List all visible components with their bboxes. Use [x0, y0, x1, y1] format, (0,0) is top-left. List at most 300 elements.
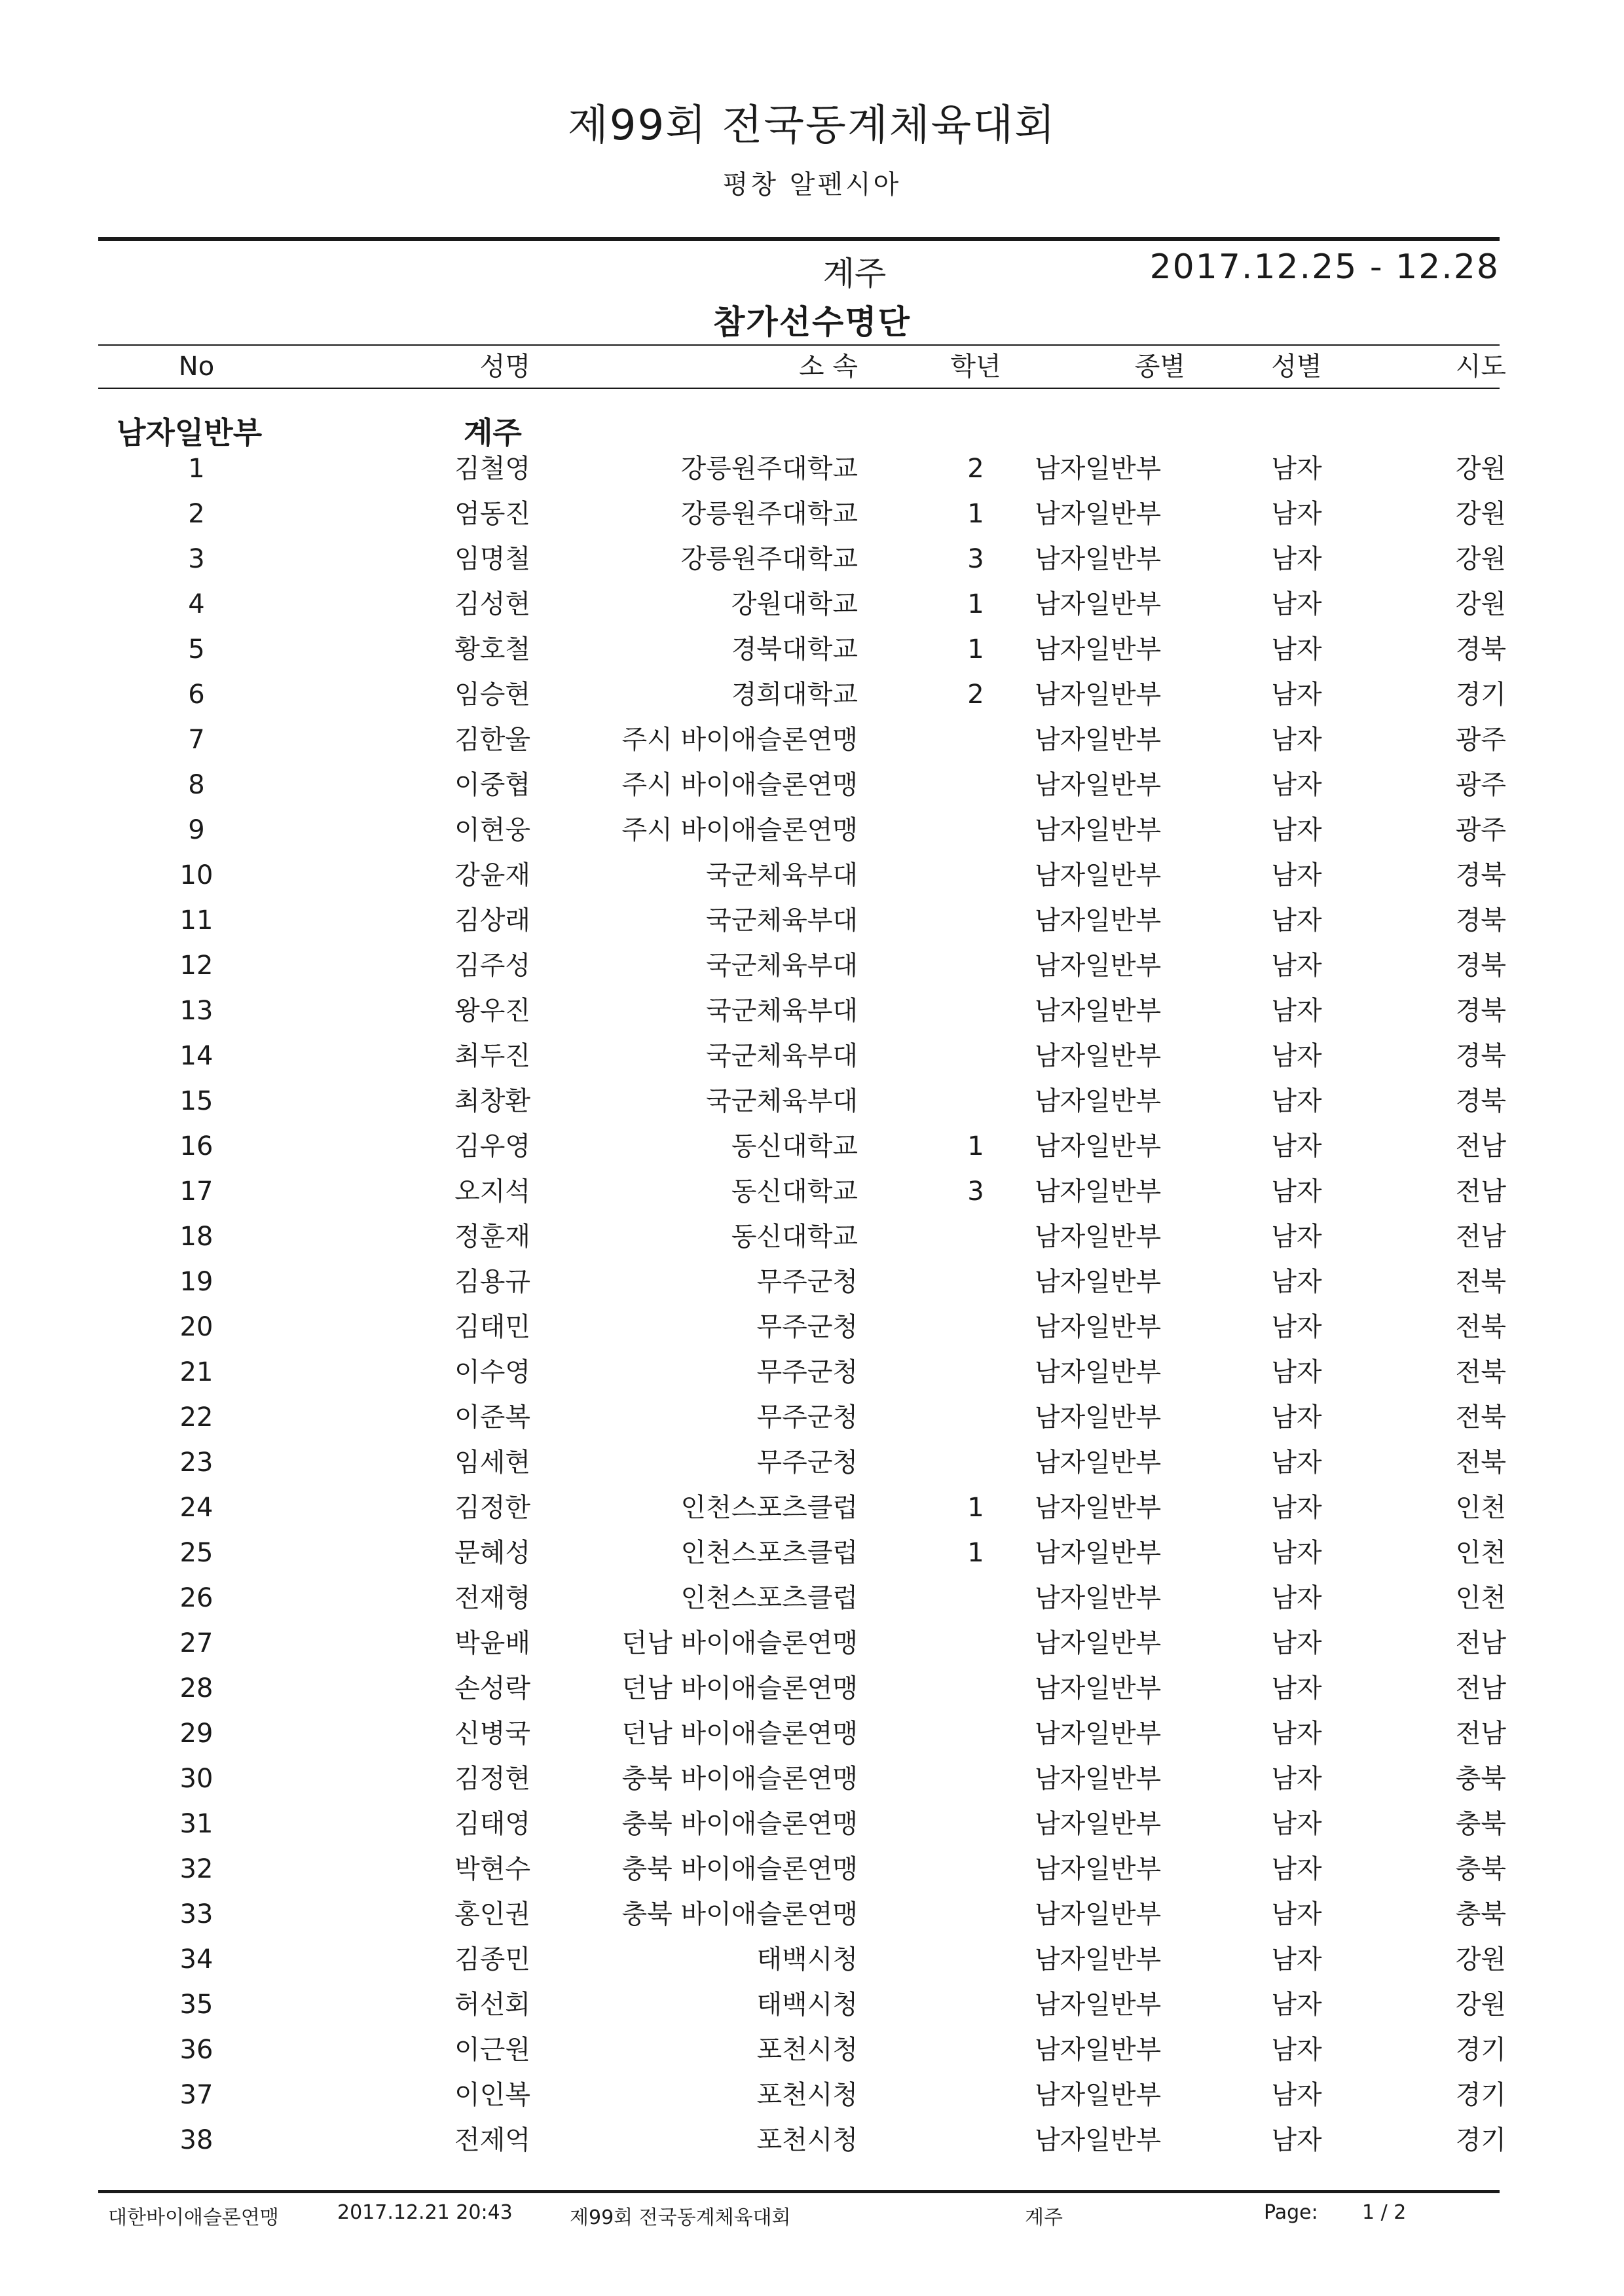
table-row — [0, 1034, 1624, 1079]
row-name: 왕우진 — [454, 996, 530, 1026]
row-no: 26 — [179, 1583, 213, 1613]
row-affiliation: 주시 바이애슬론연맹 — [621, 770, 858, 800]
row-event: 남자일반부 — [1035, 1041, 1162, 1071]
row-no: 18 — [179, 1222, 213, 1252]
row-name: 김상래 — [454, 905, 530, 936]
row-gender: 남자 — [1271, 860, 1322, 890]
row-event: 남자일반부 — [1035, 725, 1162, 755]
row-grade: 2 — [967, 454, 984, 484]
column-header-gender: 성별 — [1271, 352, 1322, 382]
row-event: 남자일반부 — [1035, 1267, 1162, 1297]
row-region: 강원 — [1455, 499, 1506, 529]
row-grade: 2 — [967, 680, 984, 710]
footer-page-label: Page: — [1264, 2201, 1318, 2224]
row-gender: 남자 — [1271, 1493, 1322, 1523]
table-row — [0, 763, 1624, 808]
row-event: 남자일반부 — [1035, 770, 1162, 800]
footer-organization: 대한바이애슬론연맹 — [108, 2206, 279, 2229]
column-header-grade: 학년 — [950, 352, 1001, 382]
row-affiliation: 국군체육부대 — [706, 905, 858, 936]
row-affiliation: 무주군청 — [756, 1357, 858, 1387]
row-no: 7 — [188, 725, 205, 755]
column-header-event: 종별 — [1134, 352, 1185, 382]
row-event: 남자일반부 — [1035, 1448, 1162, 1478]
row-affiliation: 무주군청 — [756, 1267, 858, 1297]
table-row — [0, 1982, 1624, 2028]
row-event: 남자일반부 — [1035, 1673, 1162, 1704]
row-affiliation: 강릉원주대학교 — [680, 499, 858, 529]
row-event: 남자일반부 — [1035, 1854, 1162, 1884]
row-grade: 3 — [967, 544, 984, 574]
row-region: 광주 — [1455, 725, 1506, 755]
row-affiliation: 동신대학교 — [731, 1176, 858, 1207]
row-no: 13 — [179, 996, 213, 1026]
row-affiliation: 무주군청 — [756, 1448, 858, 1478]
row-name: 전재형 — [454, 1583, 530, 1613]
table-row — [0, 1485, 1624, 1531]
team-label: 계주 — [822, 255, 887, 293]
row-name: 김성현 — [454, 589, 530, 619]
column-header-name: 성명 — [479, 352, 530, 382]
row-affiliation: 인천스포츠클럽 — [680, 1538, 858, 1568]
row-event: 남자일반부 — [1035, 1176, 1162, 1207]
row-gender: 남자 — [1271, 1131, 1322, 1161]
row-gender: 남자 — [1271, 2125, 1322, 2155]
row-name: 김정한 — [454, 1493, 530, 1523]
row-region: 경북 — [1455, 1041, 1506, 1071]
row-event: 남자일반부 — [1035, 1990, 1162, 2020]
row-no: 30 — [179, 1764, 213, 1794]
table-row — [0, 2073, 1624, 2118]
row-gender: 남자 — [1271, 1538, 1322, 1568]
row-region: 전남 — [1455, 1131, 1506, 1161]
row-gender: 남자 — [1271, 680, 1322, 710]
row-no: 37 — [179, 2080, 213, 2110]
column-header-no: No — [178, 352, 215, 382]
row-event: 남자일반부 — [1035, 1628, 1162, 1658]
table-row — [0, 1214, 1624, 1260]
row-event: 남자일반부 — [1035, 1764, 1162, 1794]
row-region: 전북 — [1455, 1267, 1506, 1297]
row-gender: 남자 — [1271, 1990, 1322, 2020]
row-region: 전북 — [1455, 1357, 1506, 1387]
column-header-affiliation: 소 속 — [799, 352, 858, 382]
row-region: 경북 — [1455, 1086, 1506, 1116]
row-grade: 1 — [967, 634, 984, 665]
row-event: 남자일반부 — [1035, 2035, 1162, 2065]
row-affiliation: 충북 바이애슬론연맹 — [621, 1809, 858, 1839]
row-gender: 남자 — [1271, 1448, 1322, 1478]
row-name: 이근원 — [454, 2035, 530, 2065]
row-no: 24 — [179, 1493, 213, 1523]
row-gender: 남자 — [1271, 1899, 1322, 1929]
row-affiliation: 태백시청 — [756, 1944, 858, 1975]
row-region: 인천 — [1455, 1538, 1506, 1568]
row-affiliation: 인천스포츠클럽 — [680, 1493, 858, 1523]
row-gender: 남자 — [1271, 1854, 1322, 1884]
row-region: 경북 — [1455, 634, 1506, 665]
row-no: 4 — [188, 589, 205, 619]
row-event: 남자일반부 — [1035, 1402, 1162, 1432]
table-row — [0, 808, 1624, 853]
table-row — [0, 853, 1624, 898]
row-affiliation: 동신대학교 — [731, 1222, 858, 1252]
row-name: 박현수 — [454, 1854, 530, 1884]
row-event: 남자일반부 — [1035, 2125, 1162, 2155]
row-affiliation: 주시 바이애슬론연맹 — [621, 815, 858, 845]
row-grade: 3 — [967, 1176, 984, 1207]
row-name: 신병국 — [454, 1719, 530, 1749]
row-affiliation: 국군체육부대 — [706, 1041, 858, 1071]
row-region: 강원 — [1455, 1990, 1506, 2020]
footer-divider — [98, 2190, 1500, 2193]
row-name: 김용규 — [454, 1267, 530, 1297]
row-no: 2 — [188, 499, 205, 529]
row-region: 경북 — [1455, 860, 1506, 890]
table-row — [0, 1711, 1624, 1757]
row-region: 경북 — [1455, 951, 1506, 981]
column-header-top-rule — [98, 344, 1500, 346]
row-region: 인천 — [1455, 1583, 1506, 1613]
table-row — [0, 1395, 1624, 1440]
row-gender: 남자 — [1271, 634, 1322, 665]
row-affiliation: 경희대학교 — [731, 680, 858, 710]
row-event: 남자일반부 — [1035, 589, 1162, 619]
table-row — [0, 1892, 1624, 1937]
row-name: 강윤재 — [454, 860, 530, 890]
row-gender: 남자 — [1271, 1944, 1322, 1975]
row-name: 황호철 — [454, 634, 530, 665]
row-affiliation: 충북 바이애슬론연맹 — [621, 1899, 858, 1929]
row-name: 이준복 — [454, 1402, 530, 1432]
roster-title: 참가선수명단 — [713, 303, 911, 341]
row-grade: 1 — [967, 1131, 984, 1161]
row-event: 남자일반부 — [1035, 499, 1162, 529]
table-row — [0, 1260, 1624, 1305]
row-no: 32 — [179, 1854, 213, 1884]
row-region: 경기 — [1455, 2125, 1506, 2155]
row-affiliation: 국군체육부대 — [706, 996, 858, 1026]
row-region: 경북 — [1455, 996, 1506, 1026]
row-gender: 남자 — [1271, 589, 1322, 619]
row-region: 강원 — [1455, 454, 1506, 484]
table-row — [0, 1666, 1624, 1711]
row-affiliation: 태백시청 — [756, 1990, 858, 2020]
row-no: 25 — [179, 1538, 213, 1568]
row-grade: 1 — [967, 499, 984, 529]
row-no: 34 — [179, 1944, 213, 1975]
row-event: 남자일반부 — [1035, 1899, 1162, 1929]
row-event: 남자일반부 — [1035, 860, 1162, 890]
row-event: 남자일반부 — [1035, 1131, 1162, 1161]
footer-printed-time: 2017.12.21 20:43 — [337, 2201, 513, 2224]
row-affiliation: 던남 바이애슬론연맹 — [621, 1719, 858, 1749]
row-name: 임세현 — [454, 1448, 530, 1478]
row-region: 광주 — [1455, 815, 1506, 845]
row-name: 김우영 — [454, 1131, 530, 1161]
row-no: 1 — [188, 454, 205, 484]
row-name: 이현웅 — [454, 815, 530, 845]
row-region: 전북 — [1455, 1312, 1506, 1342]
row-region: 전북 — [1455, 1402, 1506, 1432]
row-affiliation: 국군체육부대 — [706, 1086, 858, 1116]
row-no: 38 — [179, 2125, 213, 2155]
row-region: 강원 — [1455, 589, 1506, 619]
venue-name: 평창 알펜시아 — [722, 170, 902, 200]
row-event: 남자일반부 — [1035, 815, 1162, 845]
row-affiliation: 국군체육부대 — [706, 860, 858, 890]
row-event: 남자일반부 — [1035, 454, 1162, 484]
row-event: 남자일반부 — [1035, 2080, 1162, 2110]
row-name: 임승현 — [454, 680, 530, 710]
row-region: 충북 — [1455, 1764, 1506, 1794]
row-no: 12 — [179, 951, 213, 981]
footer-event-name: 제99회 전국동계체육대회 — [570, 2206, 791, 2229]
row-event: 남자일반부 — [1035, 1538, 1162, 1568]
table-row — [0, 1350, 1624, 1395]
row-event: 남자일반부 — [1035, 1719, 1162, 1749]
row-affiliation: 인천스포츠클럽 — [680, 1583, 858, 1613]
roster-table — [0, 446, 1624, 2163]
table-row — [0, 989, 1624, 1034]
row-name: 문혜성 — [454, 1538, 530, 1568]
table-row — [0, 492, 1624, 537]
row-gender: 남자 — [1271, 815, 1322, 845]
row-event: 남자일반부 — [1035, 680, 1162, 710]
row-no: 28 — [179, 1673, 213, 1704]
row-gender: 남자 — [1271, 905, 1322, 936]
table-row — [0, 1757, 1624, 1802]
row-no: 29 — [179, 1719, 213, 1749]
table-row — [0, 943, 1624, 989]
row-event: 남자일반부 — [1035, 544, 1162, 574]
row-no: 15 — [179, 1086, 213, 1116]
row-name: 홍인권 — [454, 1899, 530, 1929]
row-affiliation: 무주군청 — [756, 1312, 858, 1342]
row-event: 남자일반부 — [1035, 1944, 1162, 1975]
row-no: 6 — [188, 680, 205, 710]
row-name: 손성락 — [454, 1673, 530, 1704]
row-region: 전남 — [1455, 1673, 1506, 1704]
table-row — [0, 1847, 1624, 1892]
row-gender: 남자 — [1271, 951, 1322, 981]
row-region: 경북 — [1455, 905, 1506, 936]
row-no: 11 — [179, 905, 213, 936]
row-gender: 남자 — [1271, 770, 1322, 800]
row-name: 정훈재 — [454, 1222, 530, 1252]
table-row — [0, 446, 1624, 492]
table-row — [0, 1124, 1624, 1169]
row-grade: 1 — [967, 1493, 984, 1523]
table-row — [0, 718, 1624, 763]
row-no: 16 — [179, 1131, 213, 1161]
row-region: 인천 — [1455, 1493, 1506, 1523]
row-region: 경기 — [1455, 2035, 1506, 2065]
row-affiliation: 포천시청 — [756, 2080, 858, 2110]
row-gender: 남자 — [1271, 544, 1322, 574]
row-name: 임명철 — [454, 544, 530, 574]
row-name: 최창환 — [454, 1086, 530, 1116]
row-gender: 남자 — [1271, 1809, 1322, 1839]
row-event: 남자일반부 — [1035, 1583, 1162, 1613]
row-gender: 남자 — [1271, 1357, 1322, 1387]
row-no: 14 — [179, 1041, 213, 1071]
row-region: 전남 — [1455, 1222, 1506, 1252]
row-no: 31 — [179, 1809, 213, 1839]
row-affiliation: 동신대학교 — [731, 1131, 858, 1161]
row-gender: 남자 — [1271, 1583, 1322, 1613]
row-no: 21 — [179, 1357, 213, 1387]
row-no: 19 — [179, 1267, 213, 1297]
row-gender: 남자 — [1271, 1267, 1322, 1297]
row-region: 전남 — [1455, 1628, 1506, 1658]
table-row — [0, 898, 1624, 943]
row-gender: 남자 — [1271, 1222, 1322, 1252]
row-region: 충북 — [1455, 1899, 1506, 1929]
row-no: 10 — [179, 860, 213, 890]
row-name: 오지석 — [454, 1176, 530, 1207]
row-affiliation: 던남 바이애슬론연맹 — [621, 1673, 858, 1704]
row-region: 강원 — [1455, 544, 1506, 574]
row-no: 27 — [179, 1628, 213, 1658]
row-affiliation: 포천시청 — [756, 2125, 858, 2155]
row-name: 김태민 — [454, 1312, 530, 1342]
row-name: 김정현 — [454, 1764, 530, 1794]
row-gender: 남자 — [1271, 1312, 1322, 1342]
table-row — [0, 1169, 1624, 1214]
table-row — [0, 672, 1624, 718]
document-title: 제99회 전국동계체육대회 — [567, 101, 1057, 150]
row-name: 박윤배 — [454, 1628, 530, 1658]
row-event: 남자일반부 — [1035, 1493, 1162, 1523]
row-affiliation: 충북 바이애슬론연맹 — [621, 1764, 858, 1794]
row-no: 5 — [188, 634, 205, 665]
row-affiliation: 충북 바이애슬론연맹 — [621, 1854, 858, 1884]
row-name: 이중협 — [454, 770, 530, 800]
row-affiliation: 강릉원주대학교 — [680, 454, 858, 484]
column-header-region: 시도 — [1455, 352, 1506, 382]
row-name: 김주성 — [454, 951, 530, 981]
row-region: 전북 — [1455, 1448, 1506, 1478]
row-affiliation: 경북대학교 — [731, 634, 858, 665]
row-name: 김태영 — [454, 1809, 530, 1839]
row-region: 경기 — [1455, 680, 1506, 710]
row-gender: 남자 — [1271, 1176, 1322, 1207]
row-no: 33 — [179, 1899, 213, 1929]
table-row — [0, 1937, 1624, 1982]
row-name: 김한울 — [454, 725, 530, 755]
row-name: 최두진 — [454, 1041, 530, 1071]
row-event: 남자일반부 — [1035, 1809, 1162, 1839]
row-gender: 남자 — [1271, 1628, 1322, 1658]
row-gender: 남자 — [1271, 454, 1322, 484]
row-no: 20 — [179, 1312, 213, 1342]
row-no: 23 — [179, 1448, 213, 1478]
row-region: 강원 — [1455, 1944, 1506, 1975]
row-region: 충북 — [1455, 1809, 1506, 1839]
row-gender: 남자 — [1271, 1673, 1322, 1704]
row-name: 김철영 — [454, 454, 530, 484]
row-event: 남자일반부 — [1035, 1086, 1162, 1116]
column-header-bottom-rule — [98, 388, 1500, 389]
row-gender: 남자 — [1271, 996, 1322, 1026]
row-region: 전남 — [1455, 1719, 1506, 1749]
row-no: 22 — [179, 1402, 213, 1432]
row-name: 이인복 — [454, 2080, 530, 2110]
group-team: 계주 — [464, 415, 522, 450]
row-gender: 남자 — [1271, 1041, 1322, 1071]
row-affiliation: 강릉원주대학교 — [680, 544, 858, 574]
table-row — [0, 582, 1624, 627]
row-name: 김종민 — [454, 1944, 530, 1975]
row-affiliation: 강원대학교 — [731, 589, 858, 619]
table-row — [0, 1079, 1624, 1124]
footer-page-value: 1 / 2 — [1362, 2201, 1407, 2224]
header-divider — [98, 237, 1500, 241]
row-affiliation: 던남 바이애슬론연맹 — [621, 1628, 858, 1658]
table-row — [0, 537, 1624, 582]
row-event: 남자일반부 — [1035, 1222, 1162, 1252]
row-no: 8 — [188, 770, 205, 800]
row-no: 9 — [188, 815, 205, 845]
event-dates: 2017.12.25 - 12.28 — [1149, 247, 1500, 287]
row-no: 17 — [179, 1176, 213, 1207]
table-row — [0, 1531, 1624, 1576]
row-grade: 1 — [967, 1538, 984, 1568]
row-affiliation: 국군체육부대 — [706, 951, 858, 981]
row-region: 경기 — [1455, 2080, 1506, 2110]
row-event: 남자일반부 — [1035, 1312, 1162, 1342]
row-region: 충북 — [1455, 1854, 1506, 1884]
row-grade: 1 — [967, 589, 984, 619]
row-affiliation: 포천시청 — [756, 2035, 858, 2065]
footer-team: 계주 — [1025, 2206, 1063, 2229]
row-event: 남자일반부 — [1035, 905, 1162, 936]
table-row — [0, 2028, 1624, 2073]
row-name: 엄동진 — [454, 499, 530, 529]
table-row — [0, 627, 1624, 672]
row-gender: 남자 — [1271, 1086, 1322, 1116]
table-row — [0, 1802, 1624, 1847]
row-region: 전남 — [1455, 1176, 1506, 1207]
row-gender: 남자 — [1271, 725, 1322, 755]
table-row — [0, 1576, 1624, 1621]
table-row — [0, 1305, 1624, 1350]
row-event: 남자일반부 — [1035, 996, 1162, 1026]
row-no: 35 — [179, 1990, 213, 2020]
row-affiliation: 주시 바이애슬론연맹 — [621, 725, 858, 755]
table-row — [0, 1621, 1624, 1666]
table-row — [0, 2118, 1624, 2163]
row-event: 남자일반부 — [1035, 1357, 1162, 1387]
row-affiliation: 무주군청 — [756, 1402, 858, 1432]
table-row — [0, 1440, 1624, 1485]
row-gender: 남자 — [1271, 2080, 1322, 2110]
row-event: 남자일반부 — [1035, 951, 1162, 981]
row-name: 전제억 — [454, 2125, 530, 2155]
row-gender: 남자 — [1271, 1764, 1322, 1794]
row-no: 3 — [188, 544, 205, 574]
group-category: 남자일반부 — [117, 415, 263, 450]
row-no: 36 — [179, 2035, 213, 2065]
row-region: 광주 — [1455, 770, 1506, 800]
row-gender: 남자 — [1271, 1719, 1322, 1749]
row-name: 이수영 — [454, 1357, 530, 1387]
row-name: 허선회 — [454, 1990, 530, 2020]
row-event: 남자일반부 — [1035, 634, 1162, 665]
row-gender: 남자 — [1271, 1402, 1322, 1432]
row-gender: 남자 — [1271, 499, 1322, 529]
